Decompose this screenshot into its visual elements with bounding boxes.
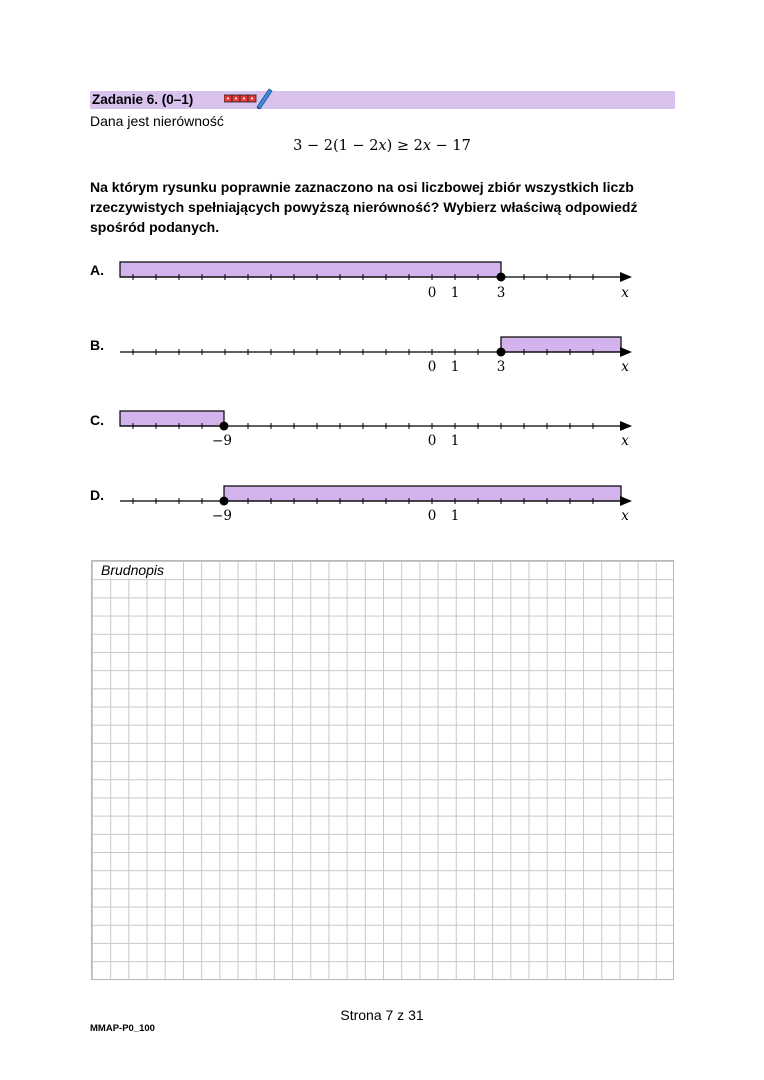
number-line-c — [120, 411, 632, 449]
draft-label: Brudnopis — [98, 562, 167, 578]
draft-grid — [91, 560, 674, 980]
task-title: Zadanie 6. (0–1) — [92, 92, 194, 107]
point-label-c: −9 — [212, 433, 232, 449]
document-code: MMAP-P0_100 — [90, 1023, 155, 1034]
page-number: Strona 7 z 31 — [340, 1007, 424, 1023]
option-d-label: D. — [90, 487, 104, 503]
option-a-label: A. — [90, 262, 104, 278]
point-b — [497, 348, 506, 357]
point-label-b: 3 — [496, 359, 506, 375]
tick-label-zero-c: 0 — [427, 433, 437, 449]
tick-label-one-c: 1 — [450, 433, 460, 449]
tick-label-one-a: 1 — [450, 285, 460, 301]
axis-var-c: 𝑥 — [621, 433, 629, 449]
inequality-formula: 3 − 2(1 − 2𝑥) ≥ 2𝑥 − 17 — [293, 138, 471, 154]
option-b-label: B. — [90, 337, 104, 353]
tick-label-one-d: 1 — [450, 508, 460, 524]
tick-label-zero-b: 0 — [427, 359, 437, 375]
point-label-d: −9 — [212, 508, 232, 524]
point-label-a: 3 — [496, 285, 506, 301]
point-a — [497, 273, 506, 282]
tick-label-zero-a: 0 — [427, 285, 437, 301]
point-d — [220, 497, 229, 506]
number-line-a — [120, 262, 632, 301]
intro-text: Dana jest nierówność — [90, 113, 224, 129]
tick-label-zero-d: 0 — [427, 508, 437, 524]
number-line-d — [120, 486, 632, 524]
axis-var-d: 𝑥 — [621, 508, 629, 524]
number-line-b — [120, 337, 632, 375]
point-c — [220, 422, 229, 431]
axis-var-a: 𝑥 — [621, 285, 629, 301]
axis-var-b: 𝑥 — [621, 359, 629, 375]
question-text: Na którym rysunku poprawnie zaznaczono na osi liczbowej zbiór wszystkich liczb rzeczywistych spełniających powyższą nierówność? Wybierz właściwą odpowiedź spośród podanych. — [90, 179, 638, 235]
option-c-label: C. — [90, 412, 104, 428]
tick-label-one-b: 1 — [450, 359, 460, 375]
